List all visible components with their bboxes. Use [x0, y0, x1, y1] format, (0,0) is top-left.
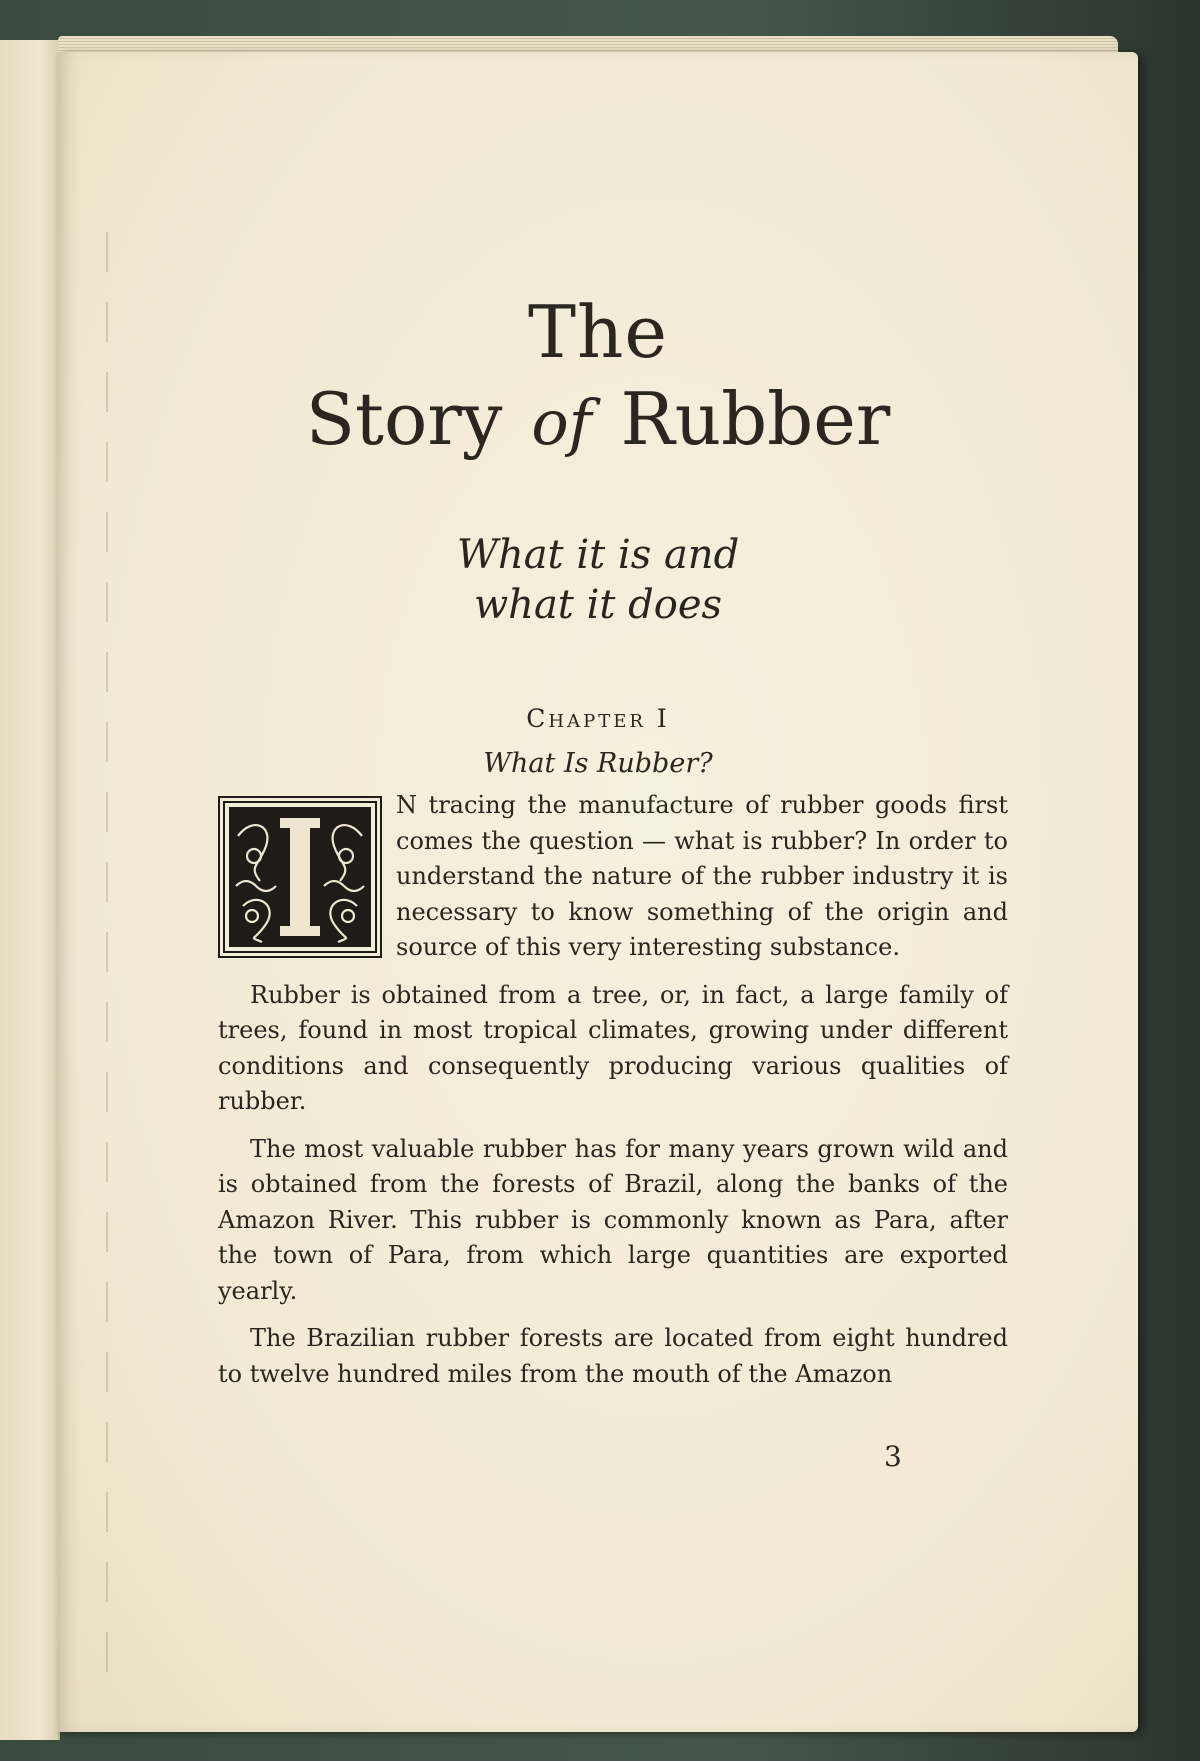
- book-page: [58, 52, 1138, 1732]
- page-number: 3: [884, 1440, 902, 1473]
- paragraph-2: Rubber is obtained from a tree, or, in fact, a large family of trees, found in most tropical climates, growing under different conditions and consequently producing various qualities of rubber.: [218, 980, 1008, 1115]
- title-line-2: [58, 377, 1138, 461]
- chapter-title: What Is Rubber?: [483, 748, 713, 779]
- paragraph-3: The most valuable rubber has for many years grown wild and is obtained from the forests of Brazil, along the banks of the Amazon River. This rubber is commonly known as Para, after the town of Para, from which large quantities are exported yearly.: [218, 1134, 1008, 1305]
- paragraph-1-text: N tracing the manufacture of rubber goods first comes the question — what is rubber? In order to understand the nature of the rubber industry it is necessary to know something of the origin and source of this very interesting substance.: [396, 791, 1008, 961]
- title-word-rubber: Rubber: [620, 377, 891, 461]
- facing-page-edge: [0, 40, 60, 1740]
- paragraph-1: [218, 788, 1008, 966]
- body-text: [218, 788, 1008, 1392]
- subtitle-line-1: What it is and: [456, 532, 740, 578]
- paragraph-4: The Brazilian rubber forests are located from eight hundred to twelve hundred miles from the mouth of the Amazon: [218, 1324, 1008, 1388]
- subtitle: [58, 530, 1138, 630]
- chapter-number: Chapter I: [526, 704, 670, 733]
- subtitle-line-2: what it does: [473, 582, 723, 628]
- title-line-1: The: [527, 290, 668, 374]
- title-word-of: of: [531, 386, 592, 459]
- title-word-story: Story: [305, 377, 503, 461]
- ornamental-dropcap-i: [218, 796, 382, 958]
